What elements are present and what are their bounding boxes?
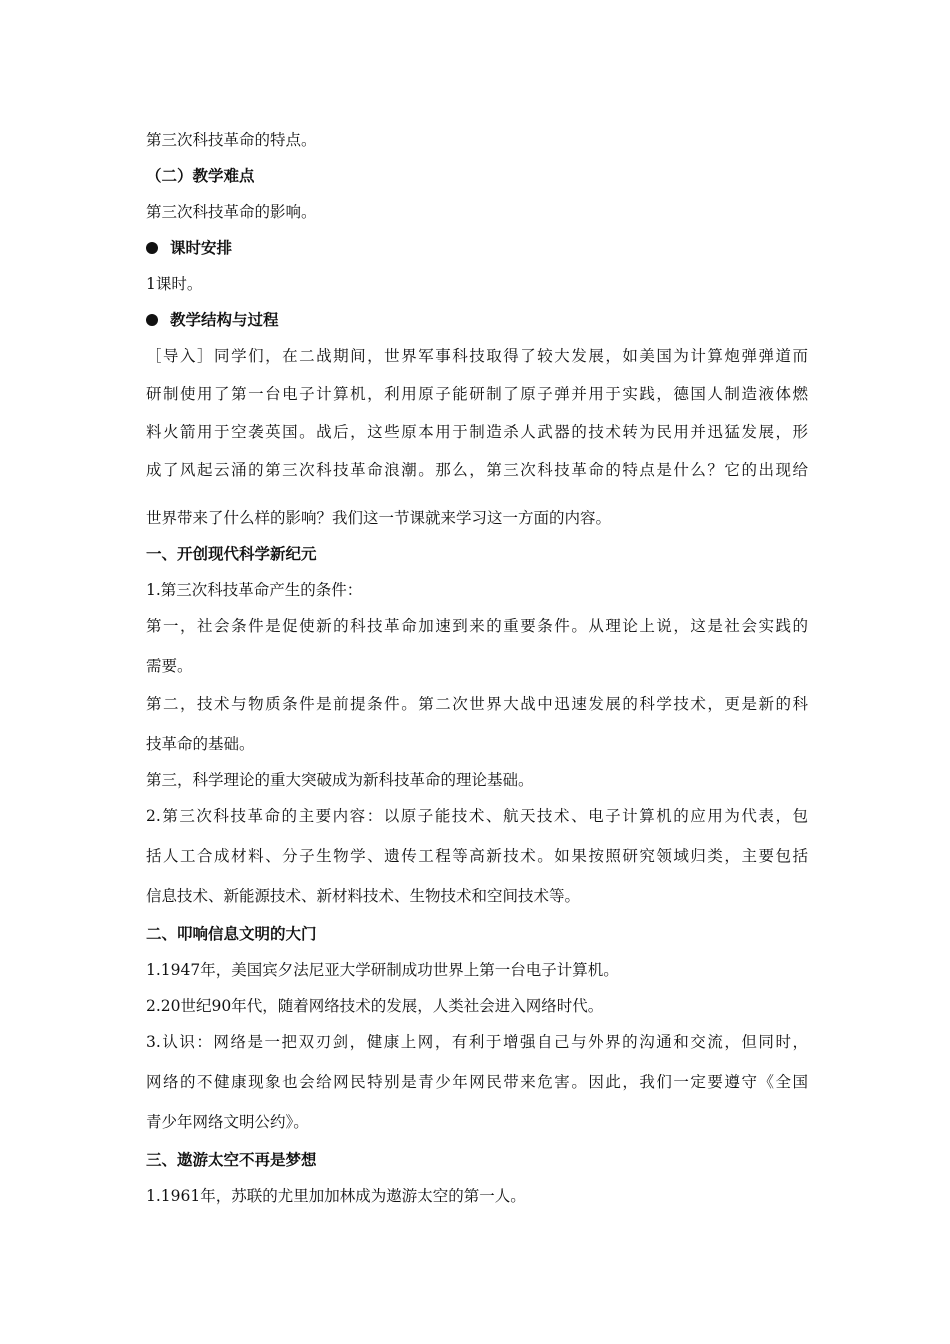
paragraph-line: ［导入］同学们，在二战期间，世界军事科技取得了较大发展，如美国为计算炮弹弹道而	[146, 347, 808, 365]
text-line: 1.1961年，苏联的尤里加加林成为遨游太空的第一人。	[146, 1187, 526, 1205]
paragraph-line: 技革命的基础。	[146, 735, 255, 753]
text-line: 2.20世纪90年代，随着网络技术的发展，人类社会进入网络时代。	[146, 997, 604, 1015]
paragraph-line: 第一，社会条件是促使新的科技革命加速到来的重要条件。从理论上说，这是社会实践的	[146, 617, 808, 635]
paragraph-line: 青少年网络文明公约》。	[146, 1113, 309, 1131]
paragraph-line: 网络的不健康现象也会给网民特别是青少年网民带来危害。因此，我们一定要遵守《全国	[146, 1073, 808, 1091]
text-line: 1.1947年，美国宾夕法尼亚大学研制成功世界上第一台电子计算机。	[146, 961, 619, 979]
text-line: 1.第三次科技革命产生的条件：	[146, 581, 363, 599]
paragraph-line: 3.认识：网络是一把双刃剑，健康上网，有利于增强自己与外界的沟通和交流，但同时，	[146, 1033, 808, 1051]
bullet-icon	[146, 314, 158, 326]
paragraph-line: 需要。	[146, 657, 193, 675]
text-line: 第三次科技革命的影响。	[146, 203, 317, 221]
section-label: 教学结构与过程	[170, 310, 279, 329]
paragraph-line: 2.第三次科技革命的主要内容：以原子能技术、航天技术、电子计算机的应用为代表，包	[146, 807, 808, 825]
paragraph-line: 世界带来了什么样的影响？我们这一节课就来学习这一方面的内容。	[146, 509, 612, 527]
heading-section-3: 三、遨游太空不再是梦想	[146, 1150, 317, 1169]
heading-section-1: 一、开创现代科学新纪元	[146, 544, 317, 563]
paragraph-line: 料火箭用于空袭英国。战后，这些原本用于制造杀人武器的技术转为民用并迅猛发展，形	[146, 423, 808, 441]
paragraph-line: 信息技术、新能源技术、新材料技术、生物技术和空间技术等。	[146, 887, 581, 905]
bullet-icon	[146, 242, 158, 254]
heading-section-2: 二、叩响信息文明的大门	[146, 924, 317, 943]
section-teaching-structure	[146, 310, 808, 330]
text-line: 第三次科技革命的特点。	[146, 131, 317, 149]
subheading-teaching-difficulty: （二）教学难点	[146, 166, 255, 185]
paragraph-line: 第二，技术与物质条件是前提条件。第二次世界大战中迅速发展的科学技术，更是新的科	[146, 695, 808, 713]
section-class-schedule	[146, 238, 808, 258]
paragraph-line: 成了风起云涌的第三次科技革命浪潮。那么，第三次科技革命的特点是什么？它的出现给	[146, 461, 808, 479]
paragraph-line: 第三，科学理论的重大突破成为新科技革命的理论基础。	[146, 771, 534, 789]
paragraph-line: 研制使用了第一台电子计算机，利用原子能研制了原子弹并用于实践，德国人制造液体燃	[146, 385, 808, 403]
paragraph-line: 括人工合成材料、分子生物学、遗传工程等高新技术。如果按照研究领域归类，主要包括	[146, 847, 808, 865]
text-line: 1课时。	[146, 275, 203, 293]
section-label: 课时安排	[170, 238, 233, 257]
